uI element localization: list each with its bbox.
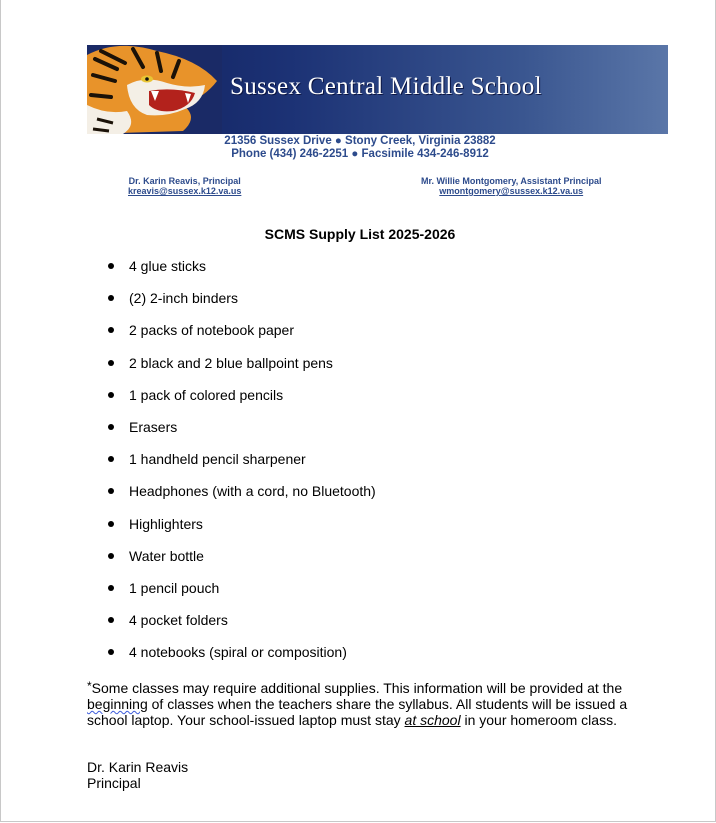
assistant-principal-contact (421, 176, 601, 196)
list-item (108, 385, 376, 417)
list-item (108, 353, 376, 385)
note-emphasis: at school (404, 712, 461, 728)
bullet-icon (108, 649, 114, 655)
list-item-text: 1 pack of colored pencils (129, 386, 284, 403)
list-item (108, 320, 376, 352)
bullet-icon (108, 295, 114, 301)
signature-name: Dr. Karin Reavis (87, 759, 189, 775)
list-item-text: Water bottle (129, 547, 204, 564)
signature-block (87, 759, 188, 791)
list-item (108, 642, 376, 674)
bullet-icon (108, 488, 114, 494)
list-item (108, 449, 376, 481)
list-item-text: 4 glue sticks (129, 258, 207, 274)
bullet-icon (108, 553, 114, 559)
principal-email-link[interactable]: kreavis@sussex.k12.va.us (128, 186, 242, 196)
school-name: Sussex Central Middle School (230, 73, 542, 100)
document-title: SCMS Supply List 2025-2026 (264, 226, 456, 242)
list-item-text: Highlighters (129, 515, 203, 532)
note-text-2: of classes when the teachers share the syllabus. All students will be issued a school laptop. Your school-issued laptop must stay (87, 696, 628, 728)
list-item-text: (2) 2-inch binders (129, 290, 238, 307)
school-banner (87, 45, 668, 134)
school-address: 21356 Sussex Drive ● Stony Creek, Virginia 23882 (224, 135, 496, 147)
tiger-mascot-icon (87, 45, 222, 134)
list-item-text: 2 packs of notebook paper (129, 322, 295, 339)
list-item-text: 4 pocket folders (129, 612, 228, 629)
list-item (108, 256, 376, 288)
list-item (108, 417, 376, 449)
note-text-3: in your homeroom class. (460, 712, 617, 728)
principal-name: Dr. Karin Reavis, Principal (128, 176, 241, 186)
list-item-text: 2 black and 2 blue ballpoint pens (129, 354, 333, 371)
assistant-principal-email-link[interactable]: wmontgomery@sussex.k12.va.us (439, 186, 584, 196)
principal-contact (128, 176, 241, 196)
note-asterisk: * (87, 679, 92, 693)
list-item-text: Erasers (129, 418, 178, 435)
bullet-icon (108, 585, 114, 591)
signature-title: Principal (87, 775, 141, 791)
list-item (108, 514, 376, 546)
school-phone: Phone (434) 246-2251 ● Facsimile 434-246-8912 (231, 148, 489, 160)
list-item (108, 578, 376, 610)
supply-note (87, 678, 647, 728)
list-item (108, 610, 376, 642)
list-item-text: Headphones (with a cord, no Bluetooth) (129, 483, 376, 500)
bullet-icon (108, 617, 114, 623)
list-item (108, 288, 376, 320)
bullet-icon (108, 360, 114, 366)
note-text-1: Some classes may require additional supplies. This information will be provided at the (91, 680, 623, 696)
bullet-icon (108, 521, 114, 527)
assistant-principal-name: Mr. Willie Montgomery, Assistant Principal (421, 176, 602, 186)
bullet-icon (108, 456, 114, 462)
supply-list (108, 256, 376, 674)
bullet-icon (108, 392, 114, 398)
bullet-icon (108, 424, 114, 430)
list-item (108, 481, 376, 513)
note-spellcheck-word: beginning (87, 696, 148, 712)
list-item-text: 1 handheld pencil sharpener (129, 451, 306, 468)
bullet-icon (108, 263, 114, 269)
bullet-icon (108, 327, 114, 333)
list-item (108, 546, 376, 578)
list-item-text: 4 notebooks (spiral or composition) (129, 644, 347, 661)
list-item-text: 1 pencil pouch (129, 579, 220, 596)
